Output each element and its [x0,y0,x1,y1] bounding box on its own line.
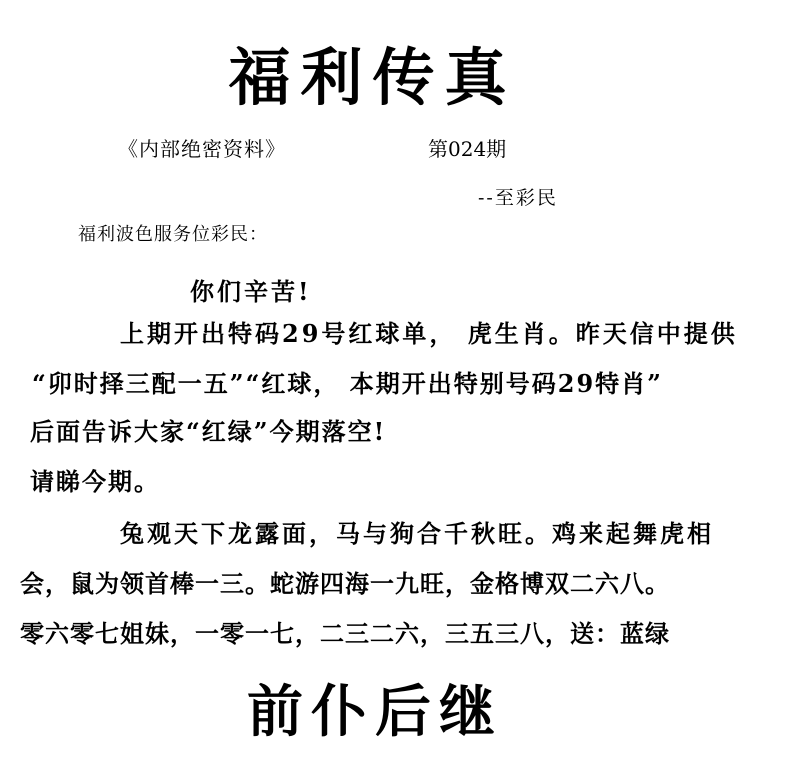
text-line: 零六零七姐妹，一零一七，二三二六，三五三八，送：蓝绿 [20,619,670,648]
text-line: “卯时择三配一五”“红球， 本期开出特别号码29特肖” [32,369,663,398]
page-title: 福利传真 [228,41,517,114]
greeting: 你们辛苦! [190,277,312,306]
issue-number: 第024期 [428,137,507,161]
document-subtitle: 《内部绝密资料》 [118,137,286,161]
text-line: 兔观天下龙露面，马与狗合千秋旺。鸡来起舞虎相 [120,519,714,548]
text-line: 后面告诉大家“红绿”今期落空! [30,417,387,446]
text-line: 会，鼠为领首棒一三。蛇游四海一九旺，金格博双二六八。 [20,569,670,598]
footer-title: 前仆后继 [247,679,503,745]
text-line: 上期开出特码29号红球单， 虎生肖。昨天信中提供 [120,319,738,348]
author-line: --至彩民 [478,187,558,209]
text-line: 请睇今期。 [30,467,160,496]
salutation: 福利波色服务位彩民： [78,224,268,245]
